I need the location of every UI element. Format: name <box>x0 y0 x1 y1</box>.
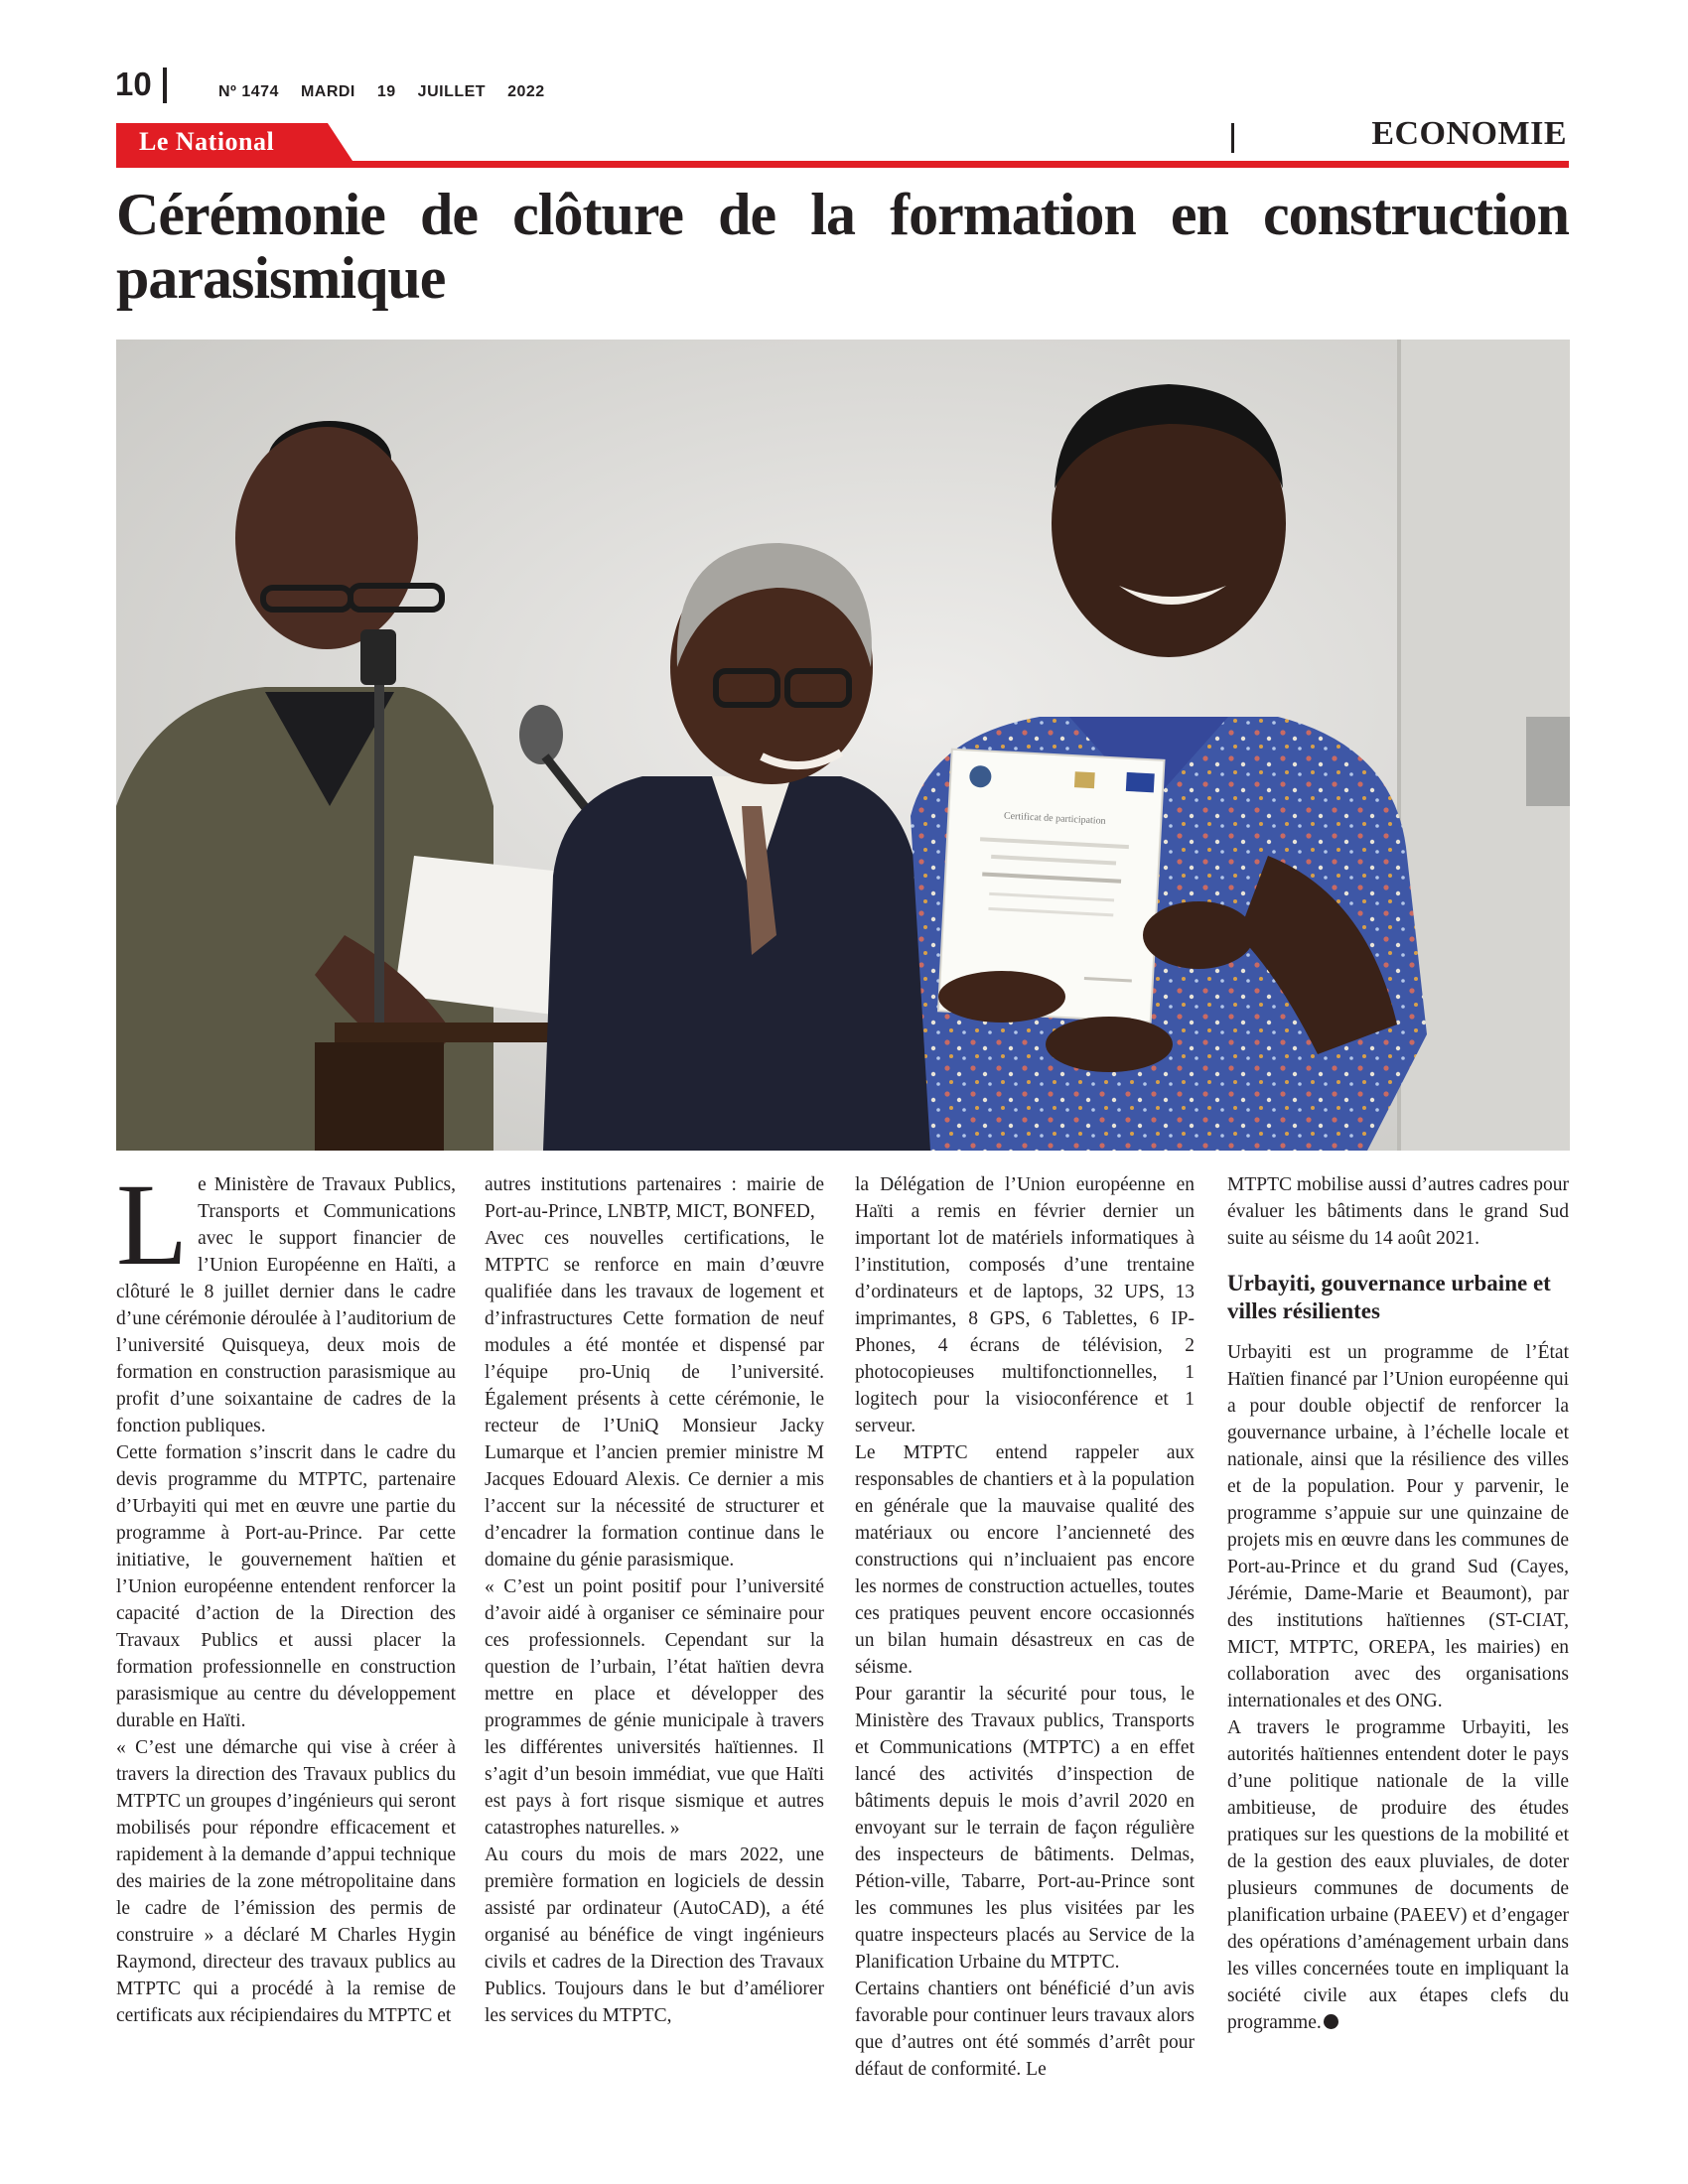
article-column-3 <box>855 1171 1195 2083</box>
issue-line <box>218 83 567 101</box>
paragraph: Urbayiti est un programme de l’État Haïtien financé par l’Union européenne qui a pour double objectif de renforcer la gouvernance urbaine, à l’échelle locale et nationale, ainsi que la résilience des villes et de la population. Pour y parvenir, le programme s’appuie sur une quinzaine de projets mis en œuvre dans les communes de Port-au-Prince et du grand Sud (Cayes, Jérémie, Dame-Marie et Beaumont), par des institutions haïtiennes (ST-CIAT, MICT, MTPTC, OREPA, les mairies) en collaboration avec des organisations internationales et des ONG. <box>1227 1342 1569 1711</box>
article-column-4 <box>1227 1171 1569 2036</box>
end-of-article-icon <box>1324 2014 1338 2029</box>
paragraph: MTPTC mobilise aussi d’autres cadres pour évaluer les bâtiments dans le grand Sud suite au séisme du 14 août 2021. <box>1227 1174 1569 1249</box>
paragraph: Avec ces nouvelles certifications, le MTPTC se renforce en main d’œuvre qualifiée dans les travaux de logement et d’infrastructures Cette formation de neuf modules a été montée et dispensé par l’équipe pro-Uniq de l’université. Également présents à cette cérémonie, le recteur de l’UniQ Monsieur Jacky Lumarque et l’ancien premier ministre M Jacques Edouard Alexis. Ce dernier a mis l’accent sur la nécessité de structurer et d’encadrer la formation continue dans le domaine du génie parasismique. <box>485 1228 824 1570</box>
section-divider <box>1231 123 1234 153</box>
paragraph: la Délégation de l’Union européenne en Haïti a remis en février dernier un important lot de matériels informatiques à l’institution, composés d’une trentaine d’ordinateurs et de laptops, 32 UPS, 13 imprimantes, 8 GPS, 6 Tablettes, 6 IP-Phones, 4 écrans de télévision, 2 photocopieuses multifonctionnelles, 1 logitech pour la visioconférence et 1 serveur. <box>855 1174 1195 1436</box>
paragraph: Pour garantir la sécurité pour tous, le Ministère des Travaux publics, Transports et Communications (MTPTC) a en effet lancé des activités d’inspection de bâtiments depuis le mois d’avril 2020 en envoyant sur le terrain de façon régulière des inspecteurs de bâtiments. Delmas, Pétion-ville, Tabarre, Port-au-Prince sont les communes les plus visitées par les quatre inspecteurs placés au Service de la Planification Urbaine du MTPTC. <box>855 1684 1195 1973</box>
paragraph-text: A travers le programme Urbayiti, les autorités haïtiennes entendent doter le pays d’une politique nationale de la ville ambitieuse, de produire des études pratiques sur les questions de la mobilité et de la gestion des eaux pluviales, de doter plusieurs communes de documents de planification urbaine (PAEEV) et d’engager des opérations d’aménagement urbain dans les villes concernées toute en impliquant la société civile aux étapes clefs du programme. <box>1227 1717 1569 2033</box>
paragraph: « C’est un point positif pour l’université d’avoir aidé à organiser ce séminaire pour ces professionnels. Cependant sur la question de l’urbain, l’état haïtien devra mettre en place et développer des programmes de génie municipale à travers les différentes universités haïtiennes. Il s’agit d’un besoin immédiat, vue que Haïti est pays à fort risque sismique et autres catastrophes naturelles. » <box>485 1576 824 1839</box>
page-number-divider <box>163 68 167 103</box>
paragraph <box>1227 1714 1569 2036</box>
page-number: 10 <box>115 66 152 102</box>
paragraph: Certains chantiers ont bénéficié d’un avis favorable pour continuer leurs travaux alors que d’autres ont été sommés d’arrêt pour défaut de conformité. Le <box>855 1979 1195 2080</box>
subheading: Urbayiti, gouvernance urbaine et villes résilientes <box>1227 1271 1551 1323</box>
issue-year: 2022 <box>507 83 545 100</box>
article-column-2 <box>485 1171 824 2029</box>
paragraph: e Ministère de Travaux Publics, Transports et Communications avec le support financier de l’Union Européenne en Haïti, a clôturé le 8 juillet dernier dans le cadre d’une cérémonie déroulée à l’auditorium de l’université Quisqueya, deux mois de formation en construction parasismique au profit d’une soixantaine de cadres de la fonction publiques. <box>116 1174 456 1436</box>
issue-month: JUILLET <box>417 83 487 100</box>
issue-day: 19 <box>376 83 396 100</box>
section-title: ECONOMIE <box>1371 115 1567 152</box>
header-rule <box>116 161 1569 168</box>
paragraph: « C’est une démarche qui vise à créer à travers la direction des Travaux publics du MTPTC un groupes d’ingénieurs qui seront mobilisés pour répondre efficacement et rapidement à la demande d’appui technique des mairies de la zone métropolitaine dans le cadre de l’émission des permis de construire » a déclaré M Charles Hygin Raymond, directeur des travaux publics au MTPTC qui a procédé à la remise de certificats aux récipiendaires du MTPTC et <box>116 1737 456 2026</box>
paragraph: Le MTPTC entend rappeler aux responsables de chantiers et à la population en générale que la mauvaise qualité des matériaux ou encore l’ancienneté des constructions qui n’incluaient pas encore les normes de construction actuelles, toutes ces pratiques peuvent encore occasionnés un bilan humain désastreux en cas de séisme. <box>855 1442 1195 1678</box>
paragraph: Cette formation s’inscrit dans le cadre du devis programme du MTPTC, partenaire d’Urbayiti qui met en œuvre une partie du programme à Port-au-Prince. Par cette initiative, le gouvernement haïtien et l’Union européenne entendent renforcer la capacité d’action de la Direction des Travaux Publics et aussi placer la formation professionnelle en construction parasismique au centre du développement durable en Haïti. <box>116 1442 456 1731</box>
drop-cap: L <box>116 1160 189 1290</box>
article-column-1 <box>116 1160 456 2029</box>
brand-name: Le National <box>139 127 275 156</box>
paragraph: autres institutions partenaires : mairie de Port-au-Prince, LNBTP, MICT, BONFED, <box>485 1174 824 1222</box>
certificate-heading: Certificat de participation <box>1003 810 1106 827</box>
article-photo <box>116 340 1570 1151</box>
issue-weekday: MARDI <box>300 83 355 100</box>
article-title: Cérémonie de clôture de la formation en construction parasismique <box>116 182 1569 311</box>
ceremony-photo-illustration <box>116 340 1570 1151</box>
paragraph: Au cours du mois de mars 2022, une première formation en logiciels de dessin assisté par ordinateur (AutoCAD), a été organisé au bénéfice de vingt ingénieurs civils et cadres de la Direction des Travaux Publics. Toujours dans le but d’améliorer les services du MTPTC, <box>485 1844 824 2026</box>
issue-number: Nº 1474 <box>218 83 279 100</box>
